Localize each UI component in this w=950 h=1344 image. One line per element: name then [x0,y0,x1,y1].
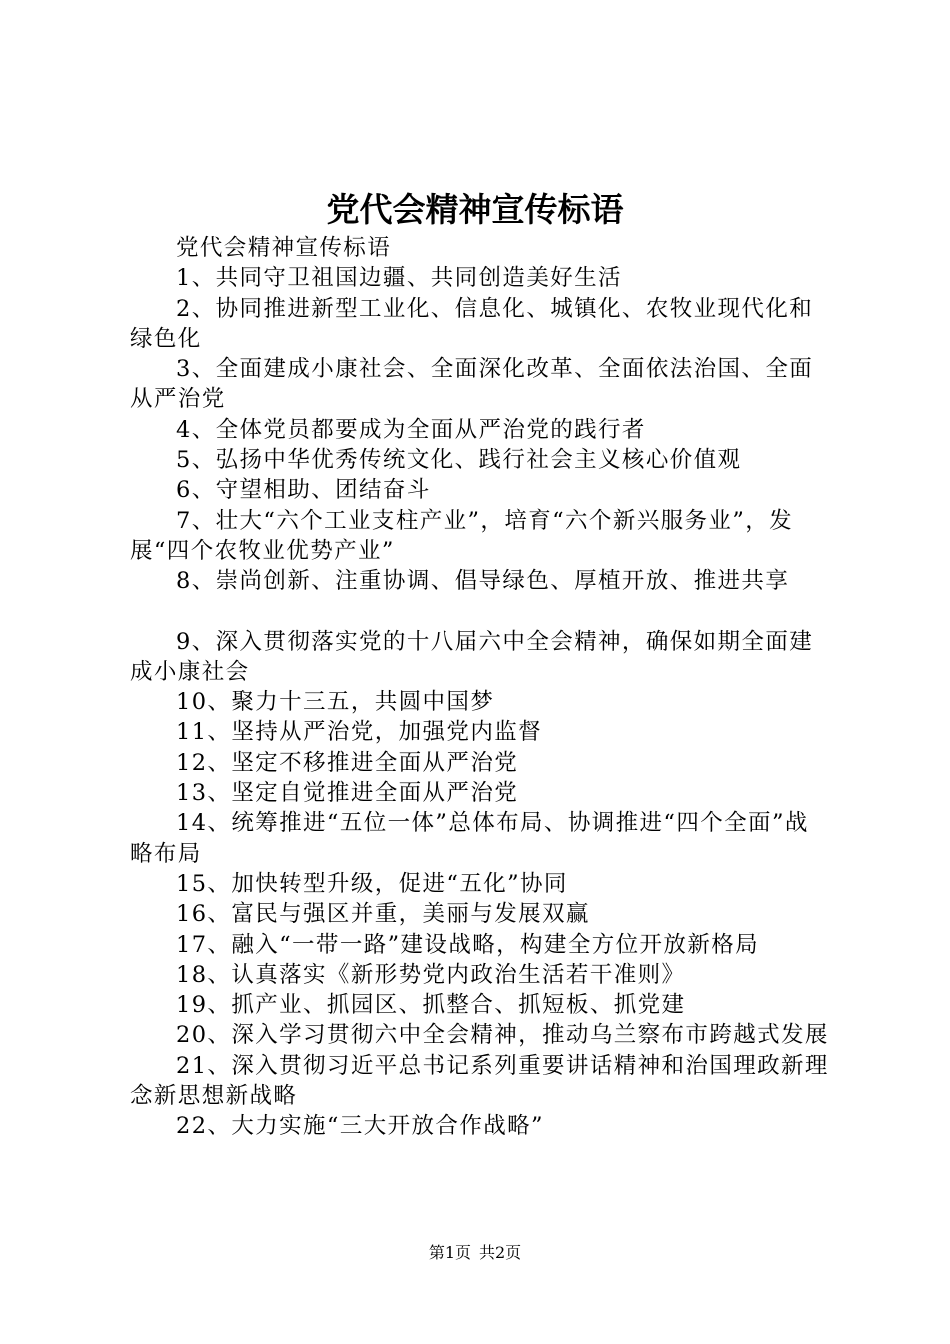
slogan-item-5: 5、弘扬中华优秀传统文化、践行社会主义核心价值观 [176,447,742,474]
slogan-item-7: 7、壮大“六个工业支柱产业”，培育“六个新兴服务业”，发展“四个农牧业优势产业” [130,507,794,564]
document-body [130,233,832,1142]
slogan-item-11: 11、坚持从严治党，加强党内监督 [176,719,543,746]
slogan-item-18: 18、认真落实《新形势党内政治生活若干准则》 [176,961,686,988]
slogan-item-13: 13、坚定自觉推进全面从严治党 [176,780,519,807]
slogan-item-6: 6、守望相助、团结奋斗 [176,477,431,504]
slogan-item-15: 15、加快转型升级，促进“五化”协同 [176,870,568,897]
page-footer [0,1242,950,1264]
slogan-item-22: 22、大力实施“三大开放合作战略” [176,1113,544,1140]
slogan-item-3: 3、全面建成小康社会、全面深化改革、全面依法治国、全面从严治党 [130,356,814,413]
slogan-item-9: 9、深入贯彻落实党的十八届六中全会精神，确保如期全面建成小康社会 [130,628,814,685]
slogan-item-19: 19、抓产业、抓园区、抓整合、抓短板、抓党建 [176,992,686,1019]
paragraph-heading: 党代会精神宣传标语 [176,235,392,261]
slogan-item-12: 12、坚定不移推进全面从严治党 [176,749,519,776]
slogan-item-16: 16、富民与强区并重，美丽与发展双赢 [176,901,590,928]
slogan-item-14: 14、统筹推进“五位一体”总体布局、协调推进“四个全面”战略布局 [130,810,809,867]
page-number: 第1页 [428,1243,471,1262]
slogan-item-10: 10、聚力十三五，共圆中国梦 [176,689,495,716]
page-total: 共2页 [479,1243,522,1262]
slogan-item-2: 2、协同推进新型工业化、信息化、城镇化、农牧业现代化和绿色化 [130,295,814,352]
slogan-item-17: 17、融入“一带一路”建设战略，构建全方位开放新格局 [176,931,760,958]
page-title: 党代会精神宣传标语 [326,190,624,229]
slogan-item-4: 4、全体党员都要成为全面从严治党的践行者 [176,416,646,443]
slogan-item-8: 8、崇尚创新、注重协调、倡导绿色、厚植开放、推进共享 [176,568,790,595]
slogan-item-21: 21、深入贯彻习近平总书记系列重要讲话精神和治国理政新理念新思想新战略 [130,1052,829,1110]
slogan-item-20: 20、深入学习贯彻六中全会精神，推动乌兰察布市跨越式发展 [176,1022,829,1049]
slogan-item-1: 1、共同守卫祖国边疆、共同创造美好生活 [176,265,622,292]
